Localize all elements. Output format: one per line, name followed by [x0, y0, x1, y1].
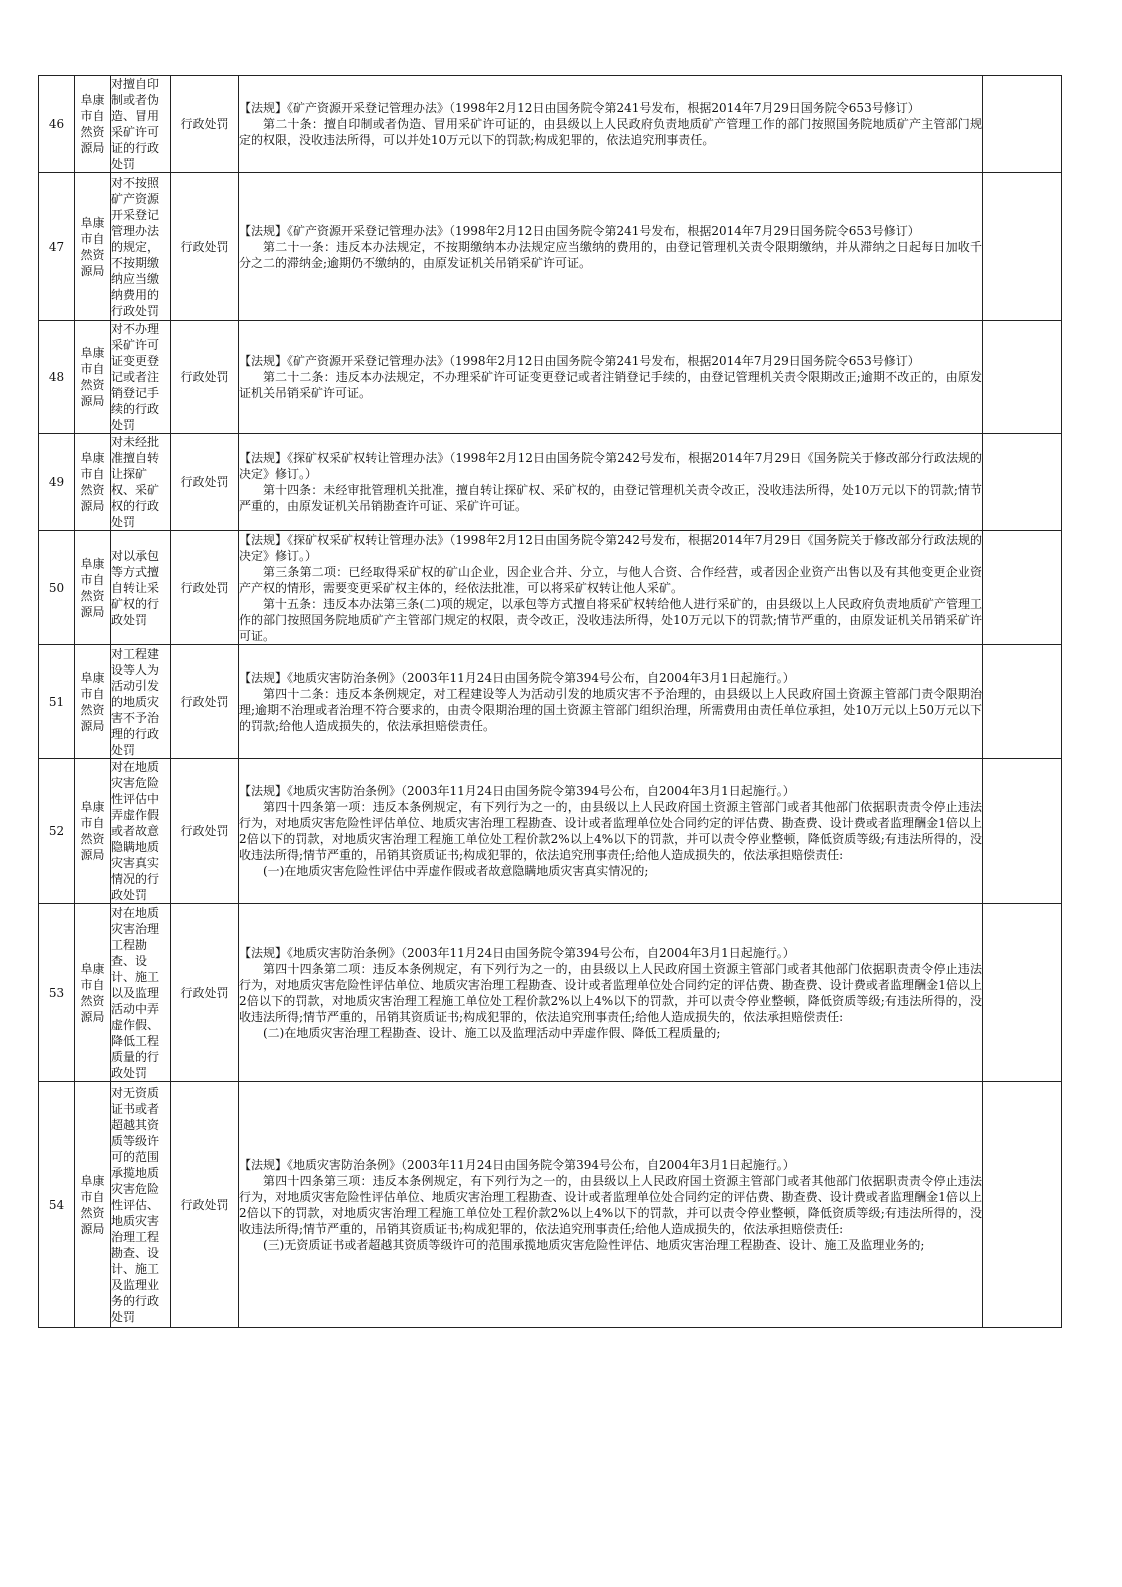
remarks-cell: [983, 434, 1062, 531]
basis-source: 【法规】《矿产资源开采登记管理办法》（1998年2月12日由国务院令第241号发布，根据2014年7月29日国务院令653号修订）: [239, 223, 920, 238]
legal-basis: [239, 904, 983, 1082]
penalty-table: [38, 75, 1062, 1328]
penalty-item: 对以承包等方式擅自转让采矿权的行政处罚: [111, 531, 171, 645]
row-number: 53: [39, 904, 75, 1082]
remarks-cell: [983, 531, 1062, 645]
basis-source: 【法规】《探矿权采矿权转让管理办法》（1998年2月12日由国务院令第242号发布，根据2014年7月29日《国务院关于修改部分行政法规的决定》修订。）: [239, 532, 982, 563]
table-row: [39, 321, 1062, 434]
penalty-type: 行政处罚: [171, 173, 239, 321]
basis-article: 第二十条：擅自印制或者伪造、冒用采矿许可证的，由县级以上人民政府负责地质矿产管理工作的部门按照国务院地质矿产主管部门规定的权限，没收违法所得，可以并处10万元以下的罚款;构成犯罪的，依法追究刑事责任。: [239, 117, 982, 147]
penalty-item: 对不办理采矿许可证变更登记或者注销登记手续的行政处罚: [111, 321, 171, 434]
basis-article: 第二十二条：违反本办法规定，不办理采矿许可证变更登记或者注销登记手续的，由登记管理机关责令限期改正;逾期不改正的，由原发证机关吊销采矿许可证。: [239, 370, 982, 400]
table-row: [39, 645, 1062, 759]
remarks-cell: [983, 321, 1062, 434]
basis-article: 第四十二条：违反本条例规定，对工程建设等人为活动引发的地质灾害不予治理的，由县级以上人民政府国土资源主管部门责令限期治理;逾期不治理或者治理不符合要求的，由责令限期治理的国土资源主管部门组织治理，所需费用由责任单位承担，处10万元以上50万元以下的罚款;给他人造成损失的，依法承担赔偿责任。: [239, 686, 982, 733]
legal-basis: [239, 759, 983, 904]
row-number: 47: [39, 173, 75, 321]
table-row: [39, 531, 1062, 645]
agency-name: 阜康市自然资源局: [75, 1082, 111, 1328]
penalty-type: 行政处罚: [171, 645, 239, 759]
penalty-item: 对未经批准擅自转让探矿权、采矿权的行政处罚: [111, 434, 171, 531]
remarks-cell: [983, 759, 1062, 904]
basis-article: 第三条第二项：已经取得采矿权的矿山企业，因企业合并、分立，与他人合资、合作经营，或者因企业资产出售以及有其他变更企业资产产权的情形，需要变更采矿权主体的，经依法批准，可以将采矿权转让他人采矿。: [239, 564, 982, 595]
row-number: 52: [39, 759, 75, 904]
penalty-type: 行政处罚: [171, 759, 239, 904]
basis-article: 第二十一条：违反本办法规定，不按期缴纳本办法规定应当缴纳的费用的，由登记管理机关责令限期缴纳，并从滞纳之日起每日加收千分之二的滞纳金;逾期仍不缴纳的，由原发证机关吊销采矿许可证。: [239, 239, 982, 270]
remarks-cell: [983, 76, 1062, 173]
penalty-item: 对在地质灾害危险性评估中弄虚作假或者故意隐瞒地质灾害真实情况的行政处罚: [111, 759, 171, 904]
penalty-type: 行政处罚: [171, 1082, 239, 1328]
legal-basis: [239, 1082, 983, 1328]
basis-source: 【法规】《探矿权采矿权转让管理办法》（1998年2月12日由国务院令第242号发布，根据2014年7月29日《国务院关于修改部分行政法规的决定》修订。）: [239, 451, 982, 481]
basis-source: 【法规】《矿产资源开采登记管理办法》（1998年2月12日由国务院令第241号发布，根据2014年7月29日国务院令653号修订）: [239, 101, 920, 115]
basis-source: 【法规】《地质灾害防治条例》（2003年11月24日由国务院令第394号公布，自2004年3月1日起施行。）: [239, 1157, 795, 1172]
penalty-item: 对擅自印制或者伪造、冒用采矿许可证的行政处罚: [111, 76, 171, 173]
penalty-item: 对在地质灾害治理工程勘查、设计、施工以及监理活动中弄虚作假、降低工程质量的行政处罚: [111, 904, 171, 1082]
basis-source: 【法规】《矿产资源开采登记管理办法》（1998年2月12日由国务院令第241号发布，根据2014年7月29日国务院令653号修订）: [239, 354, 920, 368]
row-number: 54: [39, 1082, 75, 1328]
table-row: [39, 76, 1062, 173]
table-row: [39, 173, 1062, 321]
basis-article: 第十四条：未经审批管理机关批准，擅自转让探矿权、采矿权的，由登记管理机关责令改正，没收违法所得，处10万元以下的罚款;情节严重的，由原发证机关吊销勘查许可证、采矿许可证。: [239, 483, 982, 513]
agency-name: 阜康市自然资源局: [75, 759, 111, 904]
legal-basis: [239, 321, 983, 434]
legal-basis: [239, 434, 983, 531]
basis-article: 第四十四条第三项：违反本条例规定，有下列行为之一的，由县级以上人民政府国土资源主管部门或者其他部门依据职责责令停止违法行为，对地质灾害危险性评估单位、地质灾害治理工程勘查、设计或者监理单位处合同约定的评估费、勘查费、设计费或者监理酬金1倍以上2倍以下的罚款，对地质灾害治理工程施工单位处工程价款2%以上4%以下的罚款，并可以责令停业整顿，降低资质等级;有违法所得的，没收违法所得;情节严重的，吊销其资质证书;构成犯罪的，依法追究刑事责任;给他人造成损失的，依法承担赔偿责任:: [239, 1173, 982, 1236]
penalty-item: 对不按照矿产资源开采登记管理办法的规定，不按期缴纳应当缴纳费用的行政处罚: [111, 173, 171, 321]
penalty-type: 行政处罚: [171, 434, 239, 531]
row-number: 48: [39, 321, 75, 434]
remarks-cell: [983, 1082, 1062, 1328]
row-number: 46: [39, 76, 75, 173]
legal-basis: [239, 173, 983, 321]
basis-source: 【法规】《地质灾害防治条例》（2003年11月24日由国务院令第394号公布，自2004年3月1日起施行。）: [239, 670, 795, 685]
penalty-item: 对工程建设等人为活动引发的地质灾害不予治理的行政处罚: [111, 645, 171, 759]
agency-name: 阜康市自然资源局: [75, 645, 111, 759]
table-row: [39, 904, 1062, 1082]
remarks-cell: [983, 645, 1062, 759]
agency-name: 阜康市自然资源局: [75, 531, 111, 645]
table-row: [39, 759, 1062, 904]
penalty-type: 行政处罚: [171, 76, 239, 173]
row-number: 49: [39, 434, 75, 531]
basis-clause: (三)无资质证书或者超越其资质等级许可的范围承揽地质灾害危险性评估、地质灾害治理工程勘查、设计、施工及监理业务的;: [263, 1237, 925, 1252]
basis-clause: (二)在地质灾害治理工程勘查、设计、施工以及监理活动中弄虚作假、降低工程质量的;: [263, 1025, 721, 1040]
row-number: 51: [39, 645, 75, 759]
basis-article: 第四十四条第一项：违反本条例规定，有下列行为之一的，由县级以上人民政府国土资源主管部门或者其他部门依据职责责令停止违法行为，对地质灾害危险性评估单位、地质灾害治理工程勘查、设计或者监理单位处合同约定的评估费、勘查费、设计费或者监理酬金1倍以上2倍以下的罚款，对地质灾害治理工程施工单位处工程价款2%以上4%以下的罚款，并可以责令停业整顿，降低资质等级;有违法所得的，没收违法所得;情节严重的，吊销其资质证书;构成犯罪的，依法追究刑事责任;给他人造成损失的，依法承担赔偿责任:: [239, 800, 982, 862]
basis-article: 第四十四条第二项：违反本条例规定，有下列行为之一的，由县级以上人民政府国土资源主管部门或者其他部门依据职责责令停止违法行为，对地质灾害危险性评估单位、地质灾害治理工程勘查、设计或者监理单位处合同约定的评估费、勘查费、设计费或者监理酬金1倍以上2倍以下的罚款，对地质灾害治理工程施工单位处工程价款2%以上4%以下的罚款，并可以责令停业整顿，降低资质等级;有违法所得的，没收违法所得;情节严重的，吊销其资质证书;构成犯罪的，依法追究刑事责任;给他人造成损失的，依法承担赔偿责任:: [239, 961, 982, 1024]
remarks-cell: [983, 173, 1062, 321]
table-row: [39, 434, 1062, 531]
agency-name: 阜康市自然资源局: [75, 904, 111, 1082]
basis-article: 第十五条：违反本办法第三条(二)项的规定，以承包等方式擅自将采矿权转给他人进行采矿的，由县级以上人民政府负责地质矿产管理工作的部门按照国务院地质矿产主管部门规定的权限，责令改正，没收违法所得，处10万元以下的罚款;情节严重的，由原发证机关吊销采矿许可证。: [239, 596, 982, 643]
agency-name: 阜康市自然资源局: [75, 434, 111, 531]
legal-basis: [239, 76, 983, 173]
remarks-cell: [983, 904, 1062, 1082]
agency-name: 阜康市自然资源局: [75, 173, 111, 321]
penalty-type: 行政处罚: [171, 531, 239, 645]
basis-source: 【法规】《地质灾害防治条例》（2003年11月24日由国务院令第394号公布，自2004年3月1日起施行。）: [239, 784, 795, 798]
penalty-type: 行政处罚: [171, 321, 239, 434]
table-body: [39, 76, 1062, 1328]
table-row: [39, 1082, 1062, 1328]
penalty-item: 对无资质证书或者超越其资质等级许可的范围承揽地质灾害危险性评估、地质灾害治理工程勘查、设计、施工及监理业务的行政处罚: [111, 1082, 171, 1328]
row-number: 50: [39, 531, 75, 645]
agency-name: 阜康市自然资源局: [75, 76, 111, 173]
agency-name: 阜康市自然资源局: [75, 321, 111, 434]
legal-basis: [239, 531, 983, 645]
legal-basis: [239, 645, 983, 759]
basis-clause: (一)在地质灾害危险性评估中弄虚作假或者故意隐瞒地质灾害真实情况的;: [263, 864, 649, 878]
penalty-type: 行政处罚: [171, 904, 239, 1082]
basis-source: 【法规】《地质灾害防治条例》（2003年11月24日由国务院令第394号公布，自2004年3月1日起施行。）: [239, 945, 795, 960]
